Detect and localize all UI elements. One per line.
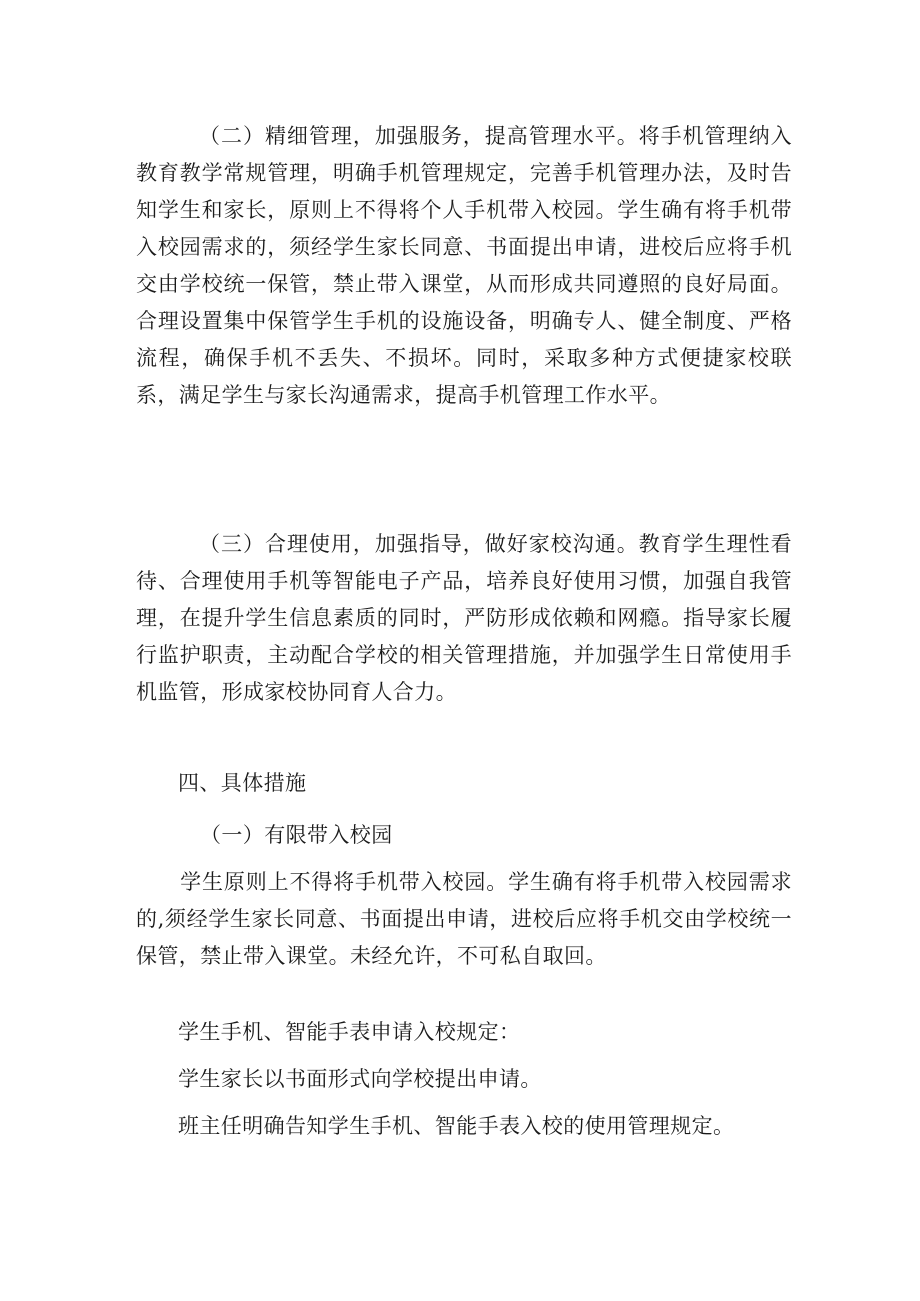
paragraph-parent-written-application: 学生家长以书面形式向学校提出申请。	[178, 1067, 542, 1091]
section-heading-specific-measures: 四、具体措施	[178, 771, 307, 795]
subheading-limited-entry: （一）有限带入校园	[200, 823, 393, 847]
paragraph-reasonable-use: （三）合理使用，加强指导，做好家校沟通。教育学生理性看待、合理使用手机等智能电子产品，培养良好使用习惯，加强自我管理，在提升学生信息素质的同时，严防形成依赖和网瘾。指导家长履行监护职责，主动配合学校的相关管理措施，并加强学生日常使用手机监管，形成家校协同育人合力。	[136, 532, 792, 704]
paragraph-limited-entry-rule: 学生原则上不得将手机带入校园。学生确有将手机带入校园需求的,须经学生家长同意、书面提出申请，进校后应将手机交由学校统一保管，禁止带入课堂。未经允许，不可私自取回。	[136, 870, 792, 968]
paragraph-application-rules-intro: 学生手机、智能手表申请入校规定：	[178, 1020, 521, 1044]
paragraph-fine-management: （二）精细管理，加强服务，提高管理水平。将手机管理纳入教育教学常规管理，明确手机管理规定，完善手机管理办法，及时告知学生和家长，原则上不得将个人手机带入校园。学生确有将手机带入校园需求的，须经学生家长同意、书面提出申请，进校后应将手机交由学校统一保管，禁止带入课堂，从而形成共同遵照的良好局面。合理设置集中保管学生手机的设施设备，明确专人、健全制度、严格流程，确保手机不丢失、不损坏。同时，采取多种方式便捷家校联系，满足学生与家长沟通需求，提高手机管理工作水平。	[136, 124, 792, 407]
paragraph-head-teacher-notice: 班主任明确告知学生手机、智能手表入校的使用管理规定。	[178, 1114, 735, 1138]
